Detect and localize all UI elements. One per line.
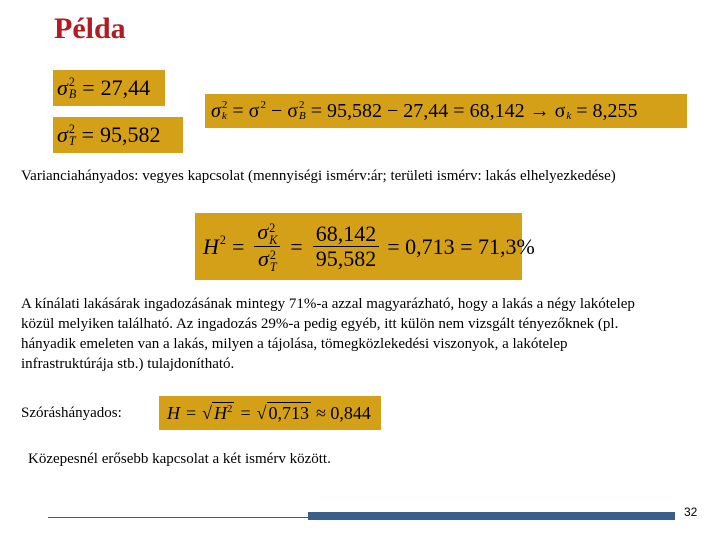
- sigma-b-indices: [69, 76, 76, 100]
- h-formula: [159, 396, 381, 430]
- den-indices: [270, 249, 277, 273]
- sigma-symbol: σ: [257, 218, 269, 244]
- sigma-part3-sub: B: [299, 110, 306, 122]
- sigma-b-formula: [53, 70, 165, 106]
- sigma-b-sup: 2: [68, 74, 75, 89]
- equals-sign: =: [231, 233, 245, 259]
- sigma-t-sup: 2: [68, 121, 75, 136]
- sigma-k-result: = 8,255: [576, 99, 638, 122]
- sigma-k-part2: = σ: [232, 99, 260, 122]
- fraction-numerator-value: 68,142: [313, 222, 380, 247]
- conclusion-text: Közepesnél erősebb kapcsolat a két ismérv között.: [28, 451, 331, 467]
- sigma-k-part3: − σ: [270, 99, 298, 122]
- equals-sign: =: [186, 402, 197, 423]
- sqrt-symbol: √: [202, 402, 213, 423]
- h-under-sup: 2: [227, 403, 233, 415]
- num-sub: K: [269, 232, 278, 247]
- sqrt-value: 0,713: [268, 403, 309, 423]
- equals-sign: =: [82, 75, 95, 100]
- num-indices: [269, 222, 277, 246]
- h-sup: 2: [219, 233, 226, 248]
- sigma-t-value: 95,582: [100, 122, 161, 147]
- h-squared-result: = 0,713 = 71,3%: [387, 233, 535, 259]
- sigma-part2-sup: 2: [260, 99, 266, 111]
- sigma-t-sub: T: [68, 134, 76, 148]
- fraction-denominator-value: 95,582: [315, 246, 377, 271]
- h-result: ≈ 0,844: [316, 402, 371, 423]
- sigma-ratio-fraction: [254, 220, 280, 273]
- sigma-symbol: σ: [258, 246, 269, 271]
- sigma-symbol: σ: [57, 75, 68, 100]
- sqrt-symbol: √: [256, 402, 267, 423]
- sigma-b-value: 27,44: [100, 75, 151, 100]
- sigma-part2-sub-empty: [260, 111, 266, 122]
- sigma-part4-indices: [566, 100, 571, 122]
- h-sub-empty: [220, 247, 226, 259]
- sigma-k-indices: [222, 100, 228, 122]
- sigma-part3-sup: 2: [299, 99, 305, 111]
- fraction-denominator: [255, 247, 280, 273]
- equals-sign: =: [240, 402, 251, 423]
- footer-bar: [308, 512, 675, 520]
- sigma-k-part4: = 95,582 − 27,44 = 68,142 → σ: [310, 99, 566, 122]
- fraction-numerator: [254, 220, 280, 247]
- page-number: 32: [684, 505, 698, 519]
- sqrt-content: [212, 402, 234, 424]
- num-sup: 2: [269, 220, 276, 235]
- footer-line: [48, 517, 308, 518]
- h-under-sqrt: H: [214, 403, 228, 423]
- sigma-k-formula: [205, 94, 687, 128]
- h-symbol: H: [167, 402, 180, 423]
- equals-sign: =: [290, 233, 303, 259]
- interpretation-paragraph: A kínálati lakásárak ingadozásának mintegy 71%-a azzal magyarázható, hogy a lakás a négy lakótelep közül melyiken található. Az ingadozás 29%-a pedig egyéb, itt külön nem vizsgált tényezőknek (pl. hányadik emeleten van a lakás, milyen a tájolása, tömegközlekedési viszonyok, a lakótelep infrastruktúrája stb.) tulajdonítható.: [21, 296, 635, 372]
- sigma-part4-sub: k: [566, 110, 572, 122]
- sigma-k-sub: k: [221, 110, 227, 122]
- variance-description: Varianciahányados: vegyes kapcsolat (mennyiségi ismérv:ár; területi ismérv: lakás elhelyezkedése): [21, 168, 616, 184]
- h-indices: [220, 234, 226, 258]
- sigma-t-indices: [69, 123, 76, 147]
- sigma-part3-indices: [299, 100, 306, 122]
- h-squared-formula: [195, 213, 535, 280]
- equals-sign: =: [81, 122, 95, 147]
- sigma-symbol: σ: [57, 122, 68, 147]
- sigma-k-sup: 2: [221, 99, 228, 111]
- h-symbol: H: [203, 233, 219, 259]
- value-ratio-fraction: [313, 222, 380, 271]
- sigma-symbol: σ: [211, 99, 221, 122]
- den-sup: 2: [269, 247, 276, 262]
- szoras-label: Szóráshányados:: [21, 404, 122, 421]
- slide-title: Példa: [54, 12, 126, 45]
- sigma-part2-indices: [260, 100, 266, 122]
- sigma-b-sub: B: [68, 87, 77, 101]
- den-sub: T: [269, 259, 277, 274]
- sigma-t-formula: [53, 117, 183, 153]
